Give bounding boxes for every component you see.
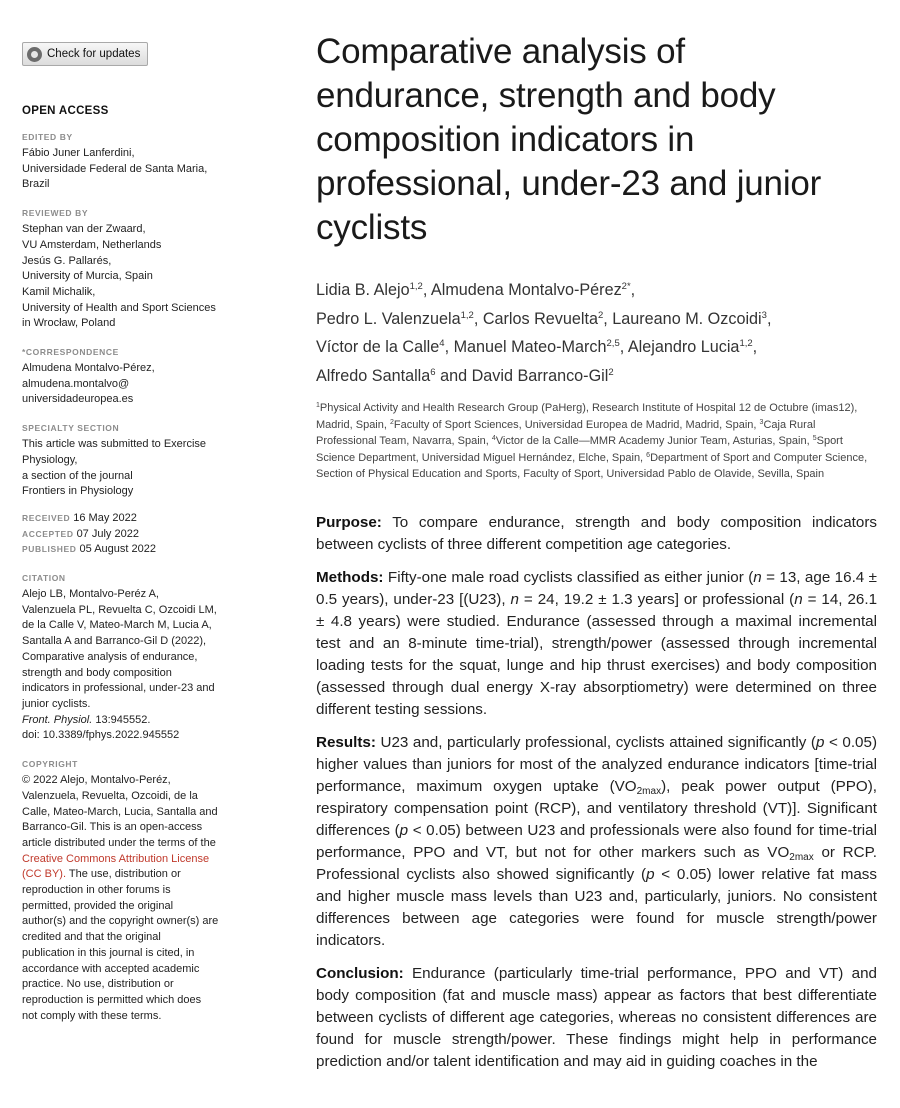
author[interactable]: Almudena Montalvo-Pérez [430,281,622,299]
correspondence-section: *CORRESPONDENCE Almudena Montalvo-Pérez, almudena.montalvo@ universidadeuropea.es [22,347,254,408]
received-date: RECEIVED 16 May 2022 [22,511,137,524]
correspondence-email[interactable]: almudena.montalvo@ universidadeuropea.es [22,377,134,406]
author[interactable]: Alfredo Santalla [316,366,431,385]
author[interactable]: Víctor de la Calle [316,338,440,356]
check-for-updates-button[interactable] [22,42,148,66]
author[interactable]: Carlos Revuelta [482,309,598,328]
open-access-label: OPEN ACCESS [22,105,109,117]
editor-text: Fábio Juner Lanferdini, Universidade Federal de Santa Maria, Brazil [22,147,208,191]
abstract-conclusion: Conclusion: Endurance (particularly time-trial performance, PPO and VT) and body composition (fat and muscle mass) appear as factors that best differentiate between cyclists of different age categories, whereas no consistent differences are found for muscle strength/power. These findings might help in performance prediction and/or talent identification and may aid in guiding coaches in the [316,964,877,1070]
check-for-updates-label: Check for updates [47,48,141,60]
author[interactable]: Manuel Mateo-March [453,338,607,356]
reviewers-text: Stephan van der Zwaard, VU Amsterdam, Netherlands Jesús G. Pallarés, University of Murcia, Spain Kamil Michalik, University of Health and Sport Sciences in Wrocław, Poland [22,223,216,330]
reviewed-by-section: REVIEWED BY Stephan van der Zwaard, VU Amsterdam, Netherlands Jesús G. Pallarés, University of Murcia, Spain Kamil Michalik, University of Health and Sport Sciences in Wrocław, Poland [22,208,254,332]
abstract-results: Results: U23 and, particularly professional, cyclists attained significantly (p < 0.05) higher values than juniors for most of the analyzed endurance indicators [time-trial performance, maximum oxygen uptake $(VO_{2max})$, peak power output (PPO), respiratory compensation point (RCP), and ventilatory threshold (VT)]. Significant differences (p < 0.05) between U23 and professionals were also found for time-trial performance, PPO and VT, but not for other markers such as $VO_{2max}$ or RCP. Professional cyclists also showed significantly (p < 0.05) lower relative fat mass and higher muscle mass levels than U23 and, particularly, juniors. No consistent differences between age categories were found for muscle strength/power indicators. [316,733,878,949]
cc-by-link[interactable]: (CC BY). [22,868,66,881]
copyright-section: COPYRIGHT © 2022 Alejo, Montalvo-Peréz, Valenzuela, Revuelta, Ozcoidi, de la Calle, Mateo-March, Lucia, Santalla and Barranco-Gil. This is an open-access article distributed under the terms of the Creative Commons Attribution License (CC BY). The use, distribution or reproduction in other forums is permitted, provided the original author(s) and the copyright owner(s) are credited and that the original publication in this journal is cited, in accordance with accepted academic practice. No use, distribution or reproduction is permitted which does not comply with these terms. [22,759,254,1024]
article-info-sidebar [22,42,254,1024]
citation-doi[interactable]: doi: 10.3389/fphys.2022.945552 [22,729,180,742]
author[interactable]: Laureano M. Ozcoidi [612,309,762,328]
author-list: Lidia B. Alejo$^{1,2}$, Almudena Montalvo-Pérez$^{2*}$, Pedro L. Valenzuela$^{1,2}$, Carlos Revuelta$^2$, Laureano M. Ozcoidi$^3$, Víctor de la Calle$^4$, Manuel Mateo-March$^{2,5}$, Alejandro Lucia$^{1,2}$, Alfredo Santalla$^6$ and David Barranco-Gil$^2$ [316,281,772,385]
article-title: Comparative analysis of endurance, strength and body composition indicators in professional, under-23 and junior cyclists [316,32,822,247]
published-date: PUBLISHED 05 August 2022 [22,543,156,556]
crossmark-icon [27,47,42,62]
author[interactable]: Pedro L. Valenzuela [316,309,461,328]
abstract [316,512,877,1073]
author[interactable]: Lidia B. Alejo [316,281,410,299]
abstract-methods: Methods: Fifty-one male road cyclists classified as either junior (n = 13, age 16.4 ± 0.5 years), under-23 [(U23), n = 24, 19.2 ± 1.3 years] or professional (n = 14, 26.1 ± 4.8 years) were studied. Endurance (assessed through a maximal incremental test and an 8-minute time-trial), strength/power (assessed through incremental loading tests for the squat, lunge and hip thrust exercises) and body composition (assessed through dual energy X-ray absorptiometry) were determined on three different testing sessions. [316,568,878,718]
abstract-purpose: Purpose: To compare endurance, strength and body composition indicators between cyclists of three different competition age categories. [316,513,877,553]
affiliations: $^1$Physical Activity and Health Research Group (PaHerg), Research Institute of Hospital 12 de Octubre (imas12), Madrid, Spain, $^2$Faculty of Sport Sciences, Universidad Europea de Madrid, Madrid, Spain, $^3$Caja Rural Professional Team, Navarra, Spain, $^4$Victor de la Calle—MMR Academy Junior Team, Asturias, Spain, $^5$Sport Science Department, Universidad Miguel Hernández, Elche, Spain, $^6$Department of Sport and Computer Science, Section of Physical Education and Sports, Faculty of Sport, Universidad Pablo de Olavide, Sevilla, Spain [316,402,868,480]
accepted-date: ACCEPTED 07 July 2022 [22,527,139,540]
specialty-section: SPECIALTY SECTION This article was submitted to Exercise Physiology, a section of the journal Frontiers in Physiology [22,423,207,498]
citation-section: CITATION Alejo LB, Montalvo-Peréz A, Valenzuela PL, Revuelta C, Ozcoidi LM, de la Calle V, Mateo-March M, Lucia A, Santalla A and Barranco-Gil D (2022), Comparative analysis of endurance, strength and body composition indicators in professional, under-23 and junior cyclists. Front. Physiol. 13:945552. doi: 10.3389/fphys.2022.945552 [22,573,254,744]
cc-license-link[interactable]: Creative Commons Attribution License [22,852,210,865]
dates-section [22,511,254,558]
edited-by-section: EDITED BY Fábio Juner Lanferdini, Universidade Federal de Santa Maria, Brazil [22,132,254,193]
author[interactable]: Alejandro Lucia [627,338,740,356]
author[interactable]: David Barranco-Gil [471,366,609,385]
article-main [316,30,877,1084]
